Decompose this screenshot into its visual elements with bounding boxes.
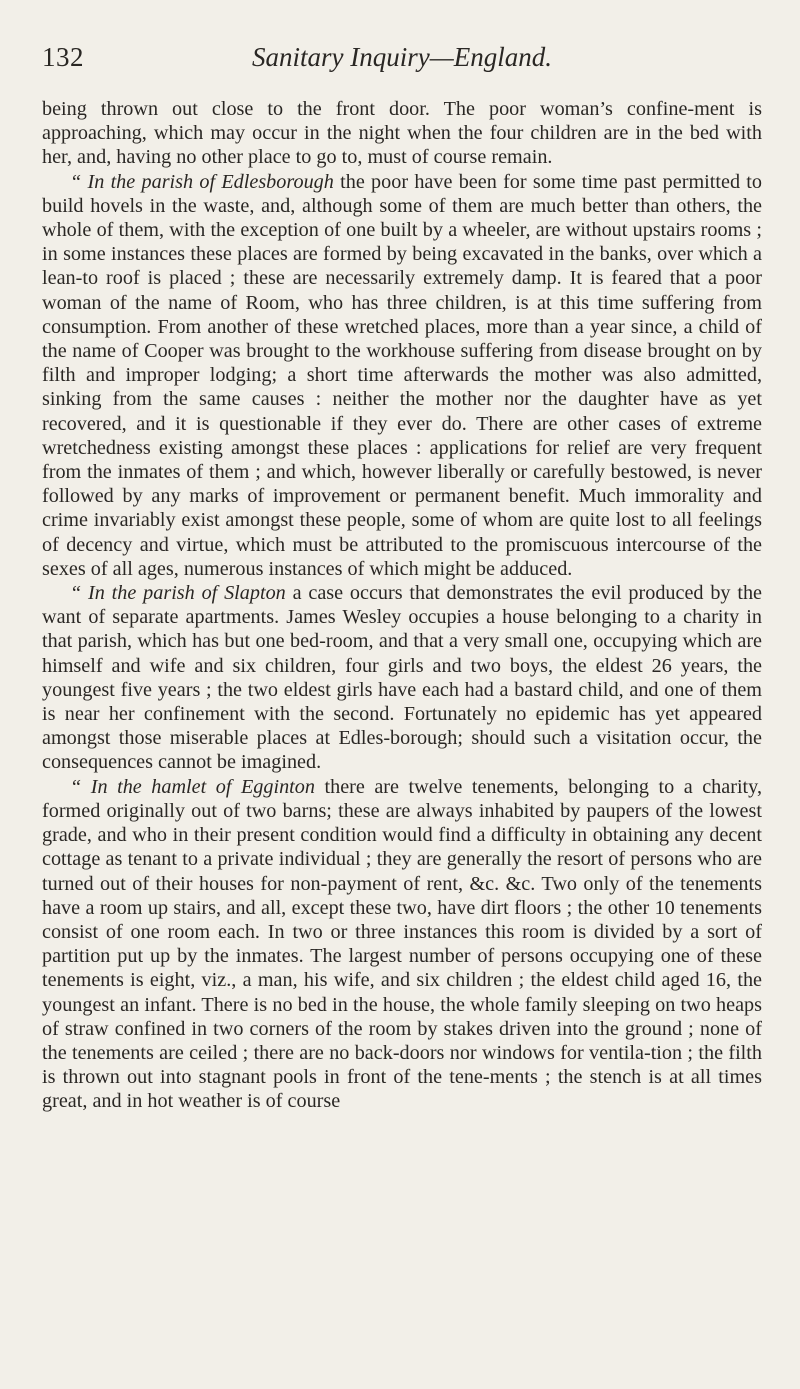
paragraph [42,170,762,581]
running-title: Sanitary Inquiry—England. [252,42,552,72]
paragraph-lead: “ In the parish of Edlesborough [70,170,334,193]
paragraph-text: being thrown out close to the front door. The poor woman’s confine-ment is approaching, which may occur in the night when the four children are in the bed with her, and, having no other place to go to, must of course remain. [42,98,762,169]
paragraph-text: the poor have been for some time past permitted to build hovels in the waste, and, although some of them are much better than others, the whole of them, with the exception of one built by a wheeler, are without upstairs rooms ; in some instances these places are formed by being excavated in the banks, over which a lean-to roof is placed ; these are necessarily extremely damp. It is feared that a poor woman of the name of Room, who has three children, is at this time suffering from consumption. From another of these wretched places, more than a year since, a child of the name of Cooper was brought to the workhouse suffering from disease brought on by filth and improper lodging; a short time afterwards the mother was also admitted, sinking from the same causes : neither the mother nor the daughter have as yet recovered, and it is questionable if they ever do. There are other cases of extreme wretchedness existing amongst these places : applications for relief are very frequent from the inmates of them ; and which, however liberally or carefully bestowed, is never followed by any marks of improvement or permanent benefit. Much immorality and crime invariably exist amongst these people, some of whom are quite lost to all feelings of decency and virtue, which must be attributed to the promiscuous intercourse of the sexes of all ages, numerous instances of which might be adduced. [42,170,762,580]
body-text [42,97,762,1114]
paragraph [42,775,762,1114]
paragraph [42,97,762,170]
page-number: 132 [42,42,84,72]
paragraph-text: there are twelve tenements, belonging to a charity, formed originally out of two barns; these are always inhabited by paupers of the lowest grade, and who in their present condition would find a difficulty in obtaining any decent cottage as tenant to a private individual ; they are generally the resort of persons who are turned out of their houses for non-payment of rent, &c. &c. Two only of the tenements have a room up stairs, and all, except these two, have dirt floors ; the other 10 tenements consist of one room each. In two or three instances this room is divided by a sort of partition put up by the inmates. The largest number of persons occupying one of these tenements is eight, viz., a man, his wife, and six children ; the eldest child aged 16, the youngest an infant. There is no bed in the house, the whole family sleeping on two heaps of straw confined in two corners of the room by stakes driven into the ground ; none of the tenements are ceiled ; there are no back-doors nor windows for ventila-tion ; the filth is thrown out into stagnant pools in front of the tene-ments ; the stench is at all times great, and in hot weather is of course [42,775,762,1113]
paragraph-lead: “ In the hamlet of Egginton [70,775,315,798]
paragraph [42,581,762,775]
page-header [42,42,762,82]
paragraph-lead: “ In the parish of Slapton [70,582,286,605]
paragraph-text: a case occurs that demonstrates the evil produced by the want of separate apartments. James Wesley occupies a house belonging to a charity in that parish, which has but one bed-room, and that a very small one, occupying which are himself and wife and six children, four girls and two boys, the eldest 26 years, the youngest five years ; the two eldest girls have each had a bastard child, and one of them is near her confinement with the second. Fortunately no epidemic has yet appeared amongst those miserable places at Edles-borough; should such a visitation occur, the consequences cannot be imagined. [42,582,762,774]
